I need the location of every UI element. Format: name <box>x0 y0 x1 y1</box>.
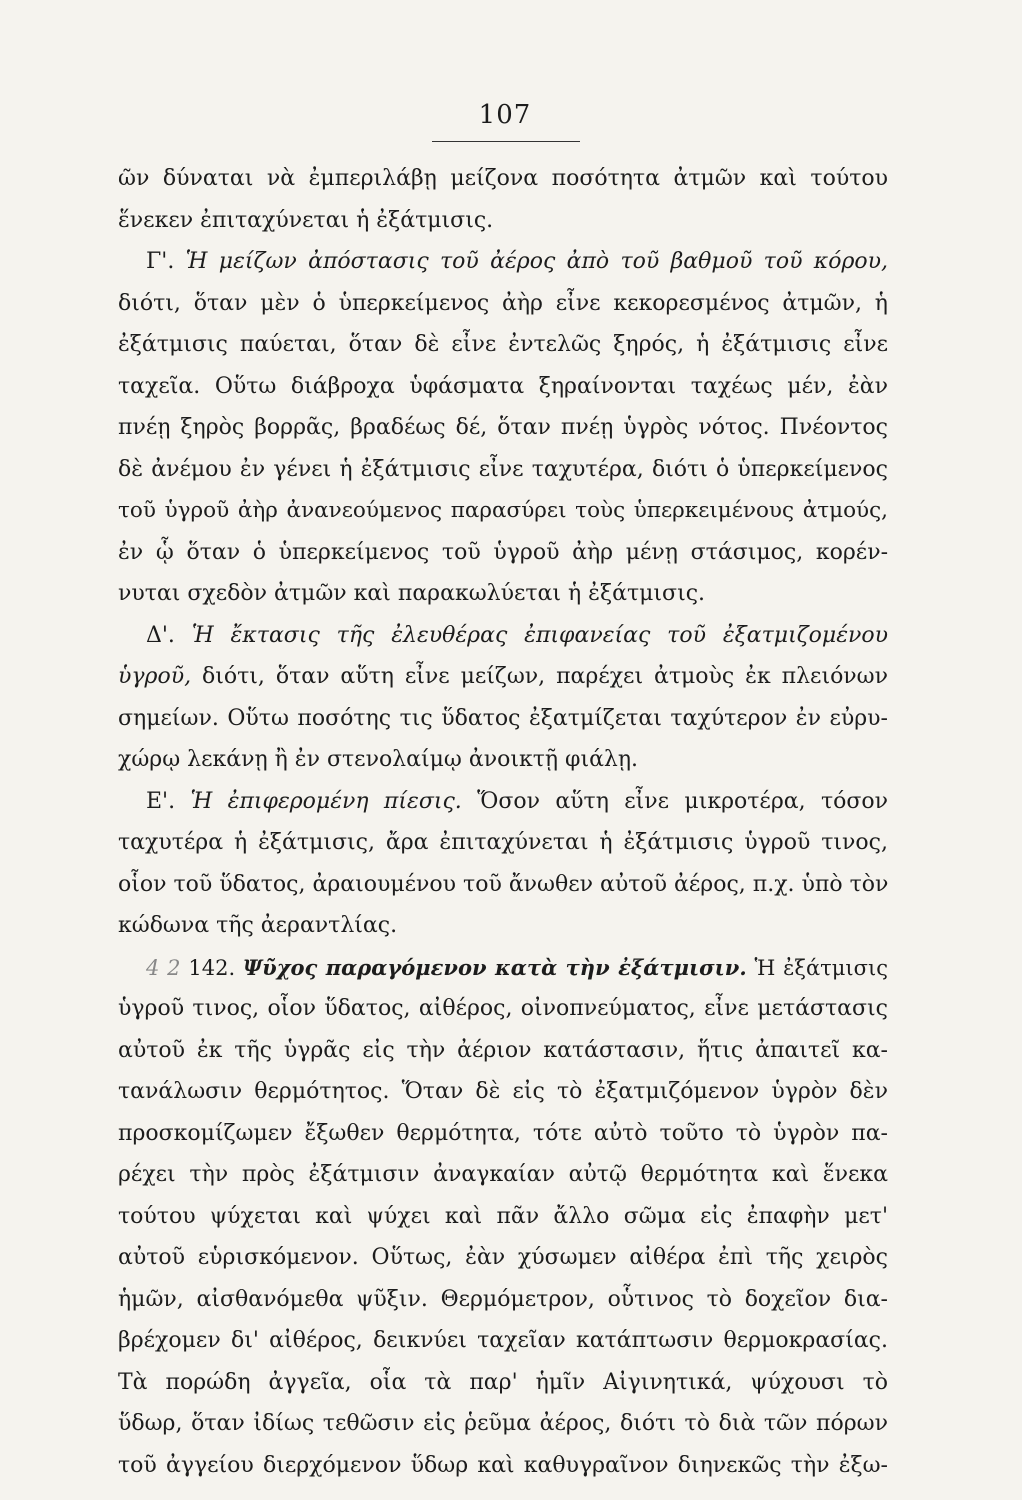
section-heading: Ἡ ἔκτασις τῆς ἐλευθέρας ἐπιφανείας τοῦ ἐξατμιζομένου <box>191 622 888 648</box>
text-line: βρέχομεν δι' αἰθέρος, δεικνύει ταχεῖαν κατάπτωσιν θερμοκρασίας. <box>118 1328 888 1353</box>
text-line: νυται σχεδὸν ἀτμῶν καὶ παρακωλύεται ἡ ἐξάτμισις. <box>118 581 706 606</box>
section-label: Ε'. <box>146 788 176 814</box>
text-line: ῶν δύναται νὰ ἐμπεριλάβῃ μείζονα ποσότητα ἀτμῶν καὶ τούτου <box>118 166 888 191</box>
text-line: τοῦ ὑγροῦ ἀὴρ ἀνανεούμενος παρασύρει τοὺς ὑπερκειμένους ἀτμούς, <box>118 498 888 523</box>
text-line: αὐτοῦ εὑρισκόμενον. Οὕτως, ἐὰν χύσωμεν αἰθέρα ἐπὶ τῆς χειρὸς <box>118 1245 888 1270</box>
text-line: ταχεῖα. Οὕτω διάβροχα ὑφάσματα ξηραίνονται ταχέως μέν, ἐὰν <box>118 373 888 399</box>
section-epsilon <box>118 781 888 823</box>
text-line: Τὰ πορώδη ἀγγεῖα, οἷα τὰ παρ' ἡμῖν Αἰγινητικά, ψύχουσι τὸ <box>118 1369 888 1395</box>
text-line: τοῦ ἀγγείου διερχόμενον ὕδωρ καὶ καθυγραῖνον διηνεκῶς τὴν ἐξω- <box>118 1452 888 1478</box>
section-heading: Ἡ μείζων ἀπόστασις τοῦ ἀέρος ἀπὸ τοῦ βαθμοῦ τοῦ κόρου, <box>185 249 888 274</box>
text-line: ἡμῶν, αἰσθανόμεθα ψῦξιν. Θερμόμετρον, οὗτινος τὸ δοχεῖον δια- <box>118 1286 888 1312</box>
text-line: ρέχει τὴν πρὸς ἐξάτμισιν ἀναγκαίαν αὐτῷ θερμότητα καὶ ἕνεκα <box>118 1162 888 1187</box>
text-line: χώρῳ λεκάνῃ ἢ ἐν στενολαίμῳ ἀνοικτῇ φιάλῃ. <box>118 747 639 772</box>
body-text <box>118 158 888 1486</box>
text-line: σημείων. Οὕτω ποσότης τις ὕδατος ἐξατμίζεται ταχύτερον ἐν εὐρυ- <box>118 705 888 731</box>
paragraph-text: Ἡ ἐξάτμισις <box>754 955 888 980</box>
text-line: τούτου ψύχεται καὶ ψύχει καὶ πᾶν ἄλλο σῶμα εἰς ἐπαφὴν μετ' <box>118 1203 888 1229</box>
section-text: Ὅσον αὕτη εἶνε μικροτέρα, τόσον <box>477 788 888 814</box>
section-text: διότι, ὅταν αὕτη εἶνε μείζων, παρέχει ἀτμοὺς ἐκ πλειόνων <box>202 664 888 689</box>
section-label: Δ'. <box>146 622 175 648</box>
paragraph-heading: Ψῦχος παραγόμενον κατὰ τὴν ἐξάτμισιν. <box>242 954 747 980</box>
text-line <box>118 656 888 698</box>
text-line: διότι, ὅταν μὲν ὁ ὑπερκείμενος ἀὴρ εἶνε κεκορεσμένος ἀτμῶν, ἡ <box>118 290 888 316</box>
text-line: ἐν ᾧ ὅταν ὁ ὑπερκείμενος τοῦ ὑγροῦ ἀὴρ μένῃ στάσιμος, κορέν- <box>118 539 888 565</box>
text-line: ἕνεκεν ἐπιταχύνεται ἡ ἐξάτμισις. <box>118 207 494 233</box>
text-line: δὲ ἀνέμου ἐν γένει ἡ ἐξάτμισις εἶνε ταχυτέρα, διότι ὁ ὑπερκείμενος <box>118 456 888 482</box>
section-label: Γ'. <box>146 249 175 274</box>
text-line: πνέῃ ξηρὸς βορρᾶς, βραδέως δέ, ὅταν πνέῃ ὑγρὸς νότος. Πνέοντος <box>118 415 888 440</box>
text-line: οἷον τοῦ ὕδατος, ἀραιουμένου τοῦ ἄνωθεν αὐτοῦ ἀέρος, π.χ. ὑπὸ τὸν <box>118 871 888 897</box>
text-line: ταχυτέρα ἡ ἐξάτμισις, ἄρα ἐπιταχύνεται ἡ ἐξάτμισις ὑγροῦ τινος, <box>118 830 888 855</box>
text-line: ὑγροῦ τινος, οἷον ὕδατος, αἰθέρος, οἰνοπνεύματος, εἶνε μετάστασις <box>118 996 888 1021</box>
text-line: τανάλωσιν θερμότητος. Ὅταν δὲ εἰς τὸ ἐξατμιζόμενον ὑγρὸν δὲν <box>118 1079 888 1104</box>
text-line: ἐξάτμισις παύεται, ὅταν δὲ εἶνε ἐντελῶς ξηρός, ἡ ἐξάτμισις εἶνε <box>118 332 888 357</box>
section-heading: Ἡ ἐπιφερομένη πίεσις. <box>190 788 462 814</box>
section-heading-cont: ὑγροῦ, <box>118 664 192 689</box>
text-line: ὕδωρ, ὅταν ἰδίως τεθῶσιν εἰς ῥεῦμα ἀέρος, διότι τὸ διὰ τῶν πόρων <box>118 1411 888 1436</box>
text-line: προσκομίζωμεν ἔξωθεν θερμότητα, τότε αὐτὸ τοῦτο τὸ ὑγρὸν πα- <box>118 1120 888 1146</box>
page-number: 107 <box>478 100 532 130</box>
handwritten-mark: 4 2 <box>146 955 181 980</box>
header-rule <box>432 141 580 142</box>
section-delta <box>118 615 888 657</box>
paragraph-number: 142. <box>188 955 236 980</box>
text-line: αὐτοῦ ἐκ τῆς ὑγρᾶς εἰς τὴν ἀέριον κατάστασιν, ἥτις ἀπαιτεῖ κα- <box>118 1037 888 1063</box>
paragraph-142 <box>118 947 888 989</box>
section-gamma <box>118 241 888 283</box>
text-line: κώδωνα τῆς ἀεραντλίας. <box>118 913 398 938</box>
